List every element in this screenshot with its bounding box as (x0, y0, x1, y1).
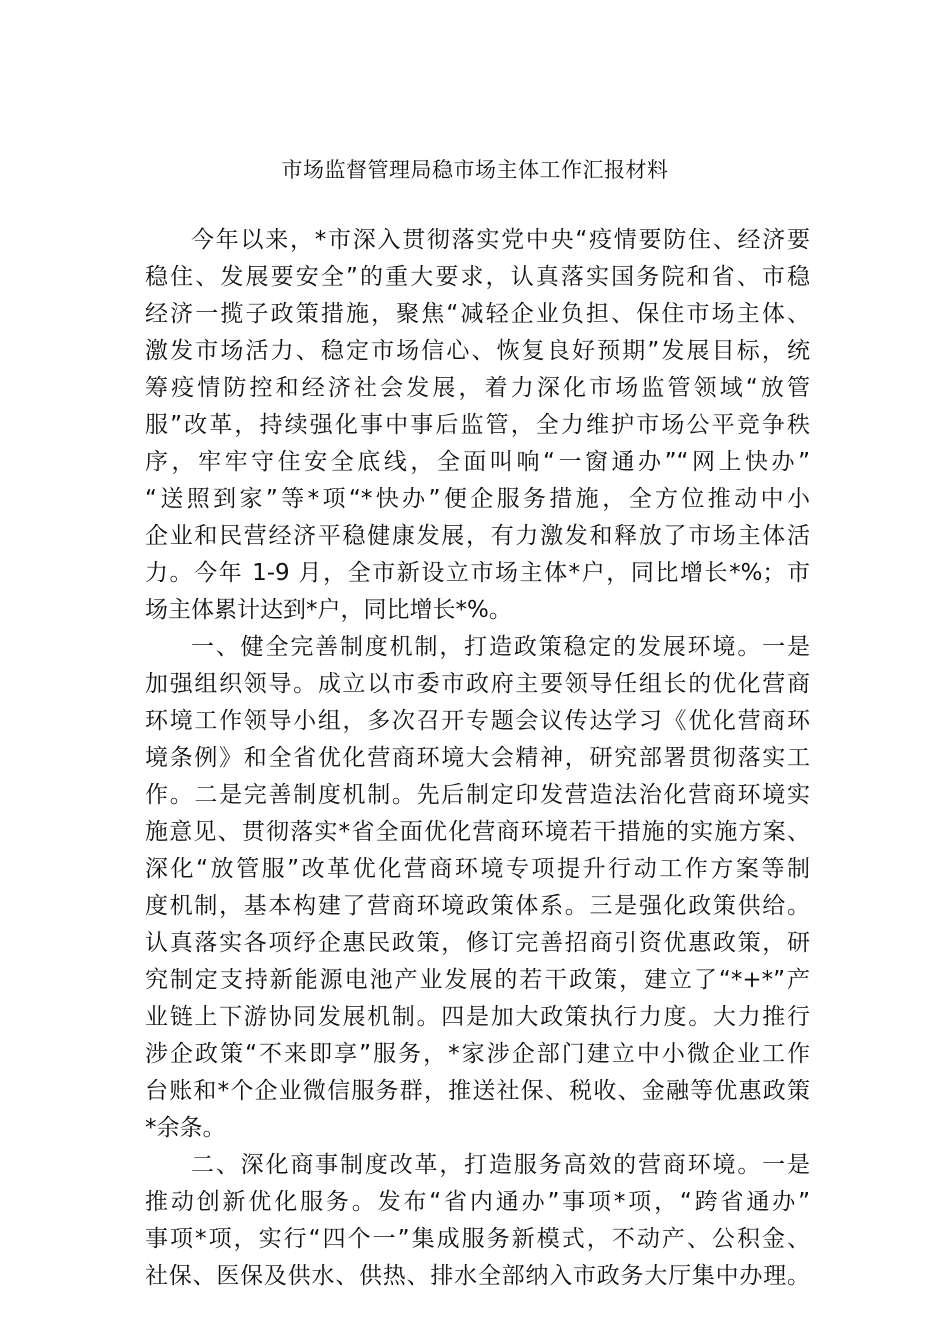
text-line: 深化“放管服”改革优化营商环境专项提升行动工作方案等制 (145, 856, 810, 882)
text-line: 场主体累计达到*户，同比增长*%。 (145, 597, 512, 623)
text-line: 台账和*个企业微信服务群，推送社保、税收、金融等优惠政策 (145, 1078, 810, 1104)
text-line: 业链上下游协同发展机制。四是加大政策执行力度。大力推行 (145, 1004, 810, 1030)
text-line: 序，牢牢守住安全底线，全面叫响“一窗通办”“网上快办” (145, 449, 810, 475)
text-line: 服”改革，持续强化事中事后监管，全力维护市场公平竞争秩 (145, 412, 810, 438)
text-line: “送照到家”等*项“*快办”便企服务措施，全方位推动中小 (145, 486, 810, 512)
text-line: 社保、医保及供水、供热、排水全部纳入市政务大厅集中办理。 (145, 1263, 810, 1289)
text-line: 究制定支持新能源电池产业发展的若干政策，建立了“*+*”产 (145, 967, 810, 993)
text-line: 经济一揽子政策措施，聚焦“减轻企业负担、保住市场主体、 (145, 301, 810, 327)
text-line: 加强组织领导。成立以市委市政府主要领导任组长的优化营商 (145, 671, 810, 697)
text-line: 今年以来，*市深入贯彻落实党中央“疫情要防住、经济要 (191, 227, 810, 253)
text-line: 二、深化商事制度改革，打造服务高效的营商环境。一是 (191, 1152, 810, 1178)
text-line: 施意见、贯彻落实*省全面优化营商环境若干措施的实施方案、 (145, 819, 810, 845)
text-line: 力。今年 1-9 月，全市新设立市场主体*户，同比增长*%；市 (145, 560, 810, 586)
text-line: *余条。 (145, 1115, 226, 1141)
text-line: 作。二是完善制度机制。先后制定印发营造法治化营商环境实 (145, 782, 810, 808)
text-line: 一、健全完善制度机制，打造政策稳定的发展环境。一是 (191, 634, 810, 660)
text-line: 事项*项，实行“四个一”集成服务新模式，不动产、公积金、 (145, 1226, 810, 1252)
text-line: 度机制，基本构建了营商环境政策体系。三是强化政策供给。 (145, 893, 810, 919)
document-title: 市场监督管理局稳市场主体工作汇报材料 (281, 158, 669, 182)
text-line: 激发市场活力、稳定市场信心、恢复良好预期”发展目标，统 (145, 338, 810, 364)
text-line: 推动创新优化服务。发布“省内通办”事项*项，“跨省通办” (145, 1189, 810, 1215)
text-line: 认真落实各项纾企惠民政策，修订完善招商引资优惠政策，研 (145, 930, 810, 956)
text-line: 筹疫情防控和经济社会发展，着力深化市场监管领域“放管 (145, 375, 810, 401)
text-line: 涉企政策“不来即享”服务，*家涉企部门建立中小微企业工作 (145, 1041, 810, 1067)
text-line: 企业和民营经济平稳健康发展，有力激发和释放了市场主体活 (145, 523, 810, 549)
document-body (145, 222, 810, 1295)
text-line: 境条例》和全省优化营商环境大会精神，研究部署贯彻落实工 (145, 745, 810, 771)
text-line: 环境工作领导小组，多次召开专题会议传达学习《优化营商环 (145, 708, 810, 734)
text-line: 稳住、发展要安全”的重大要求，认真落实国务院和省、市稳 (145, 264, 810, 290)
